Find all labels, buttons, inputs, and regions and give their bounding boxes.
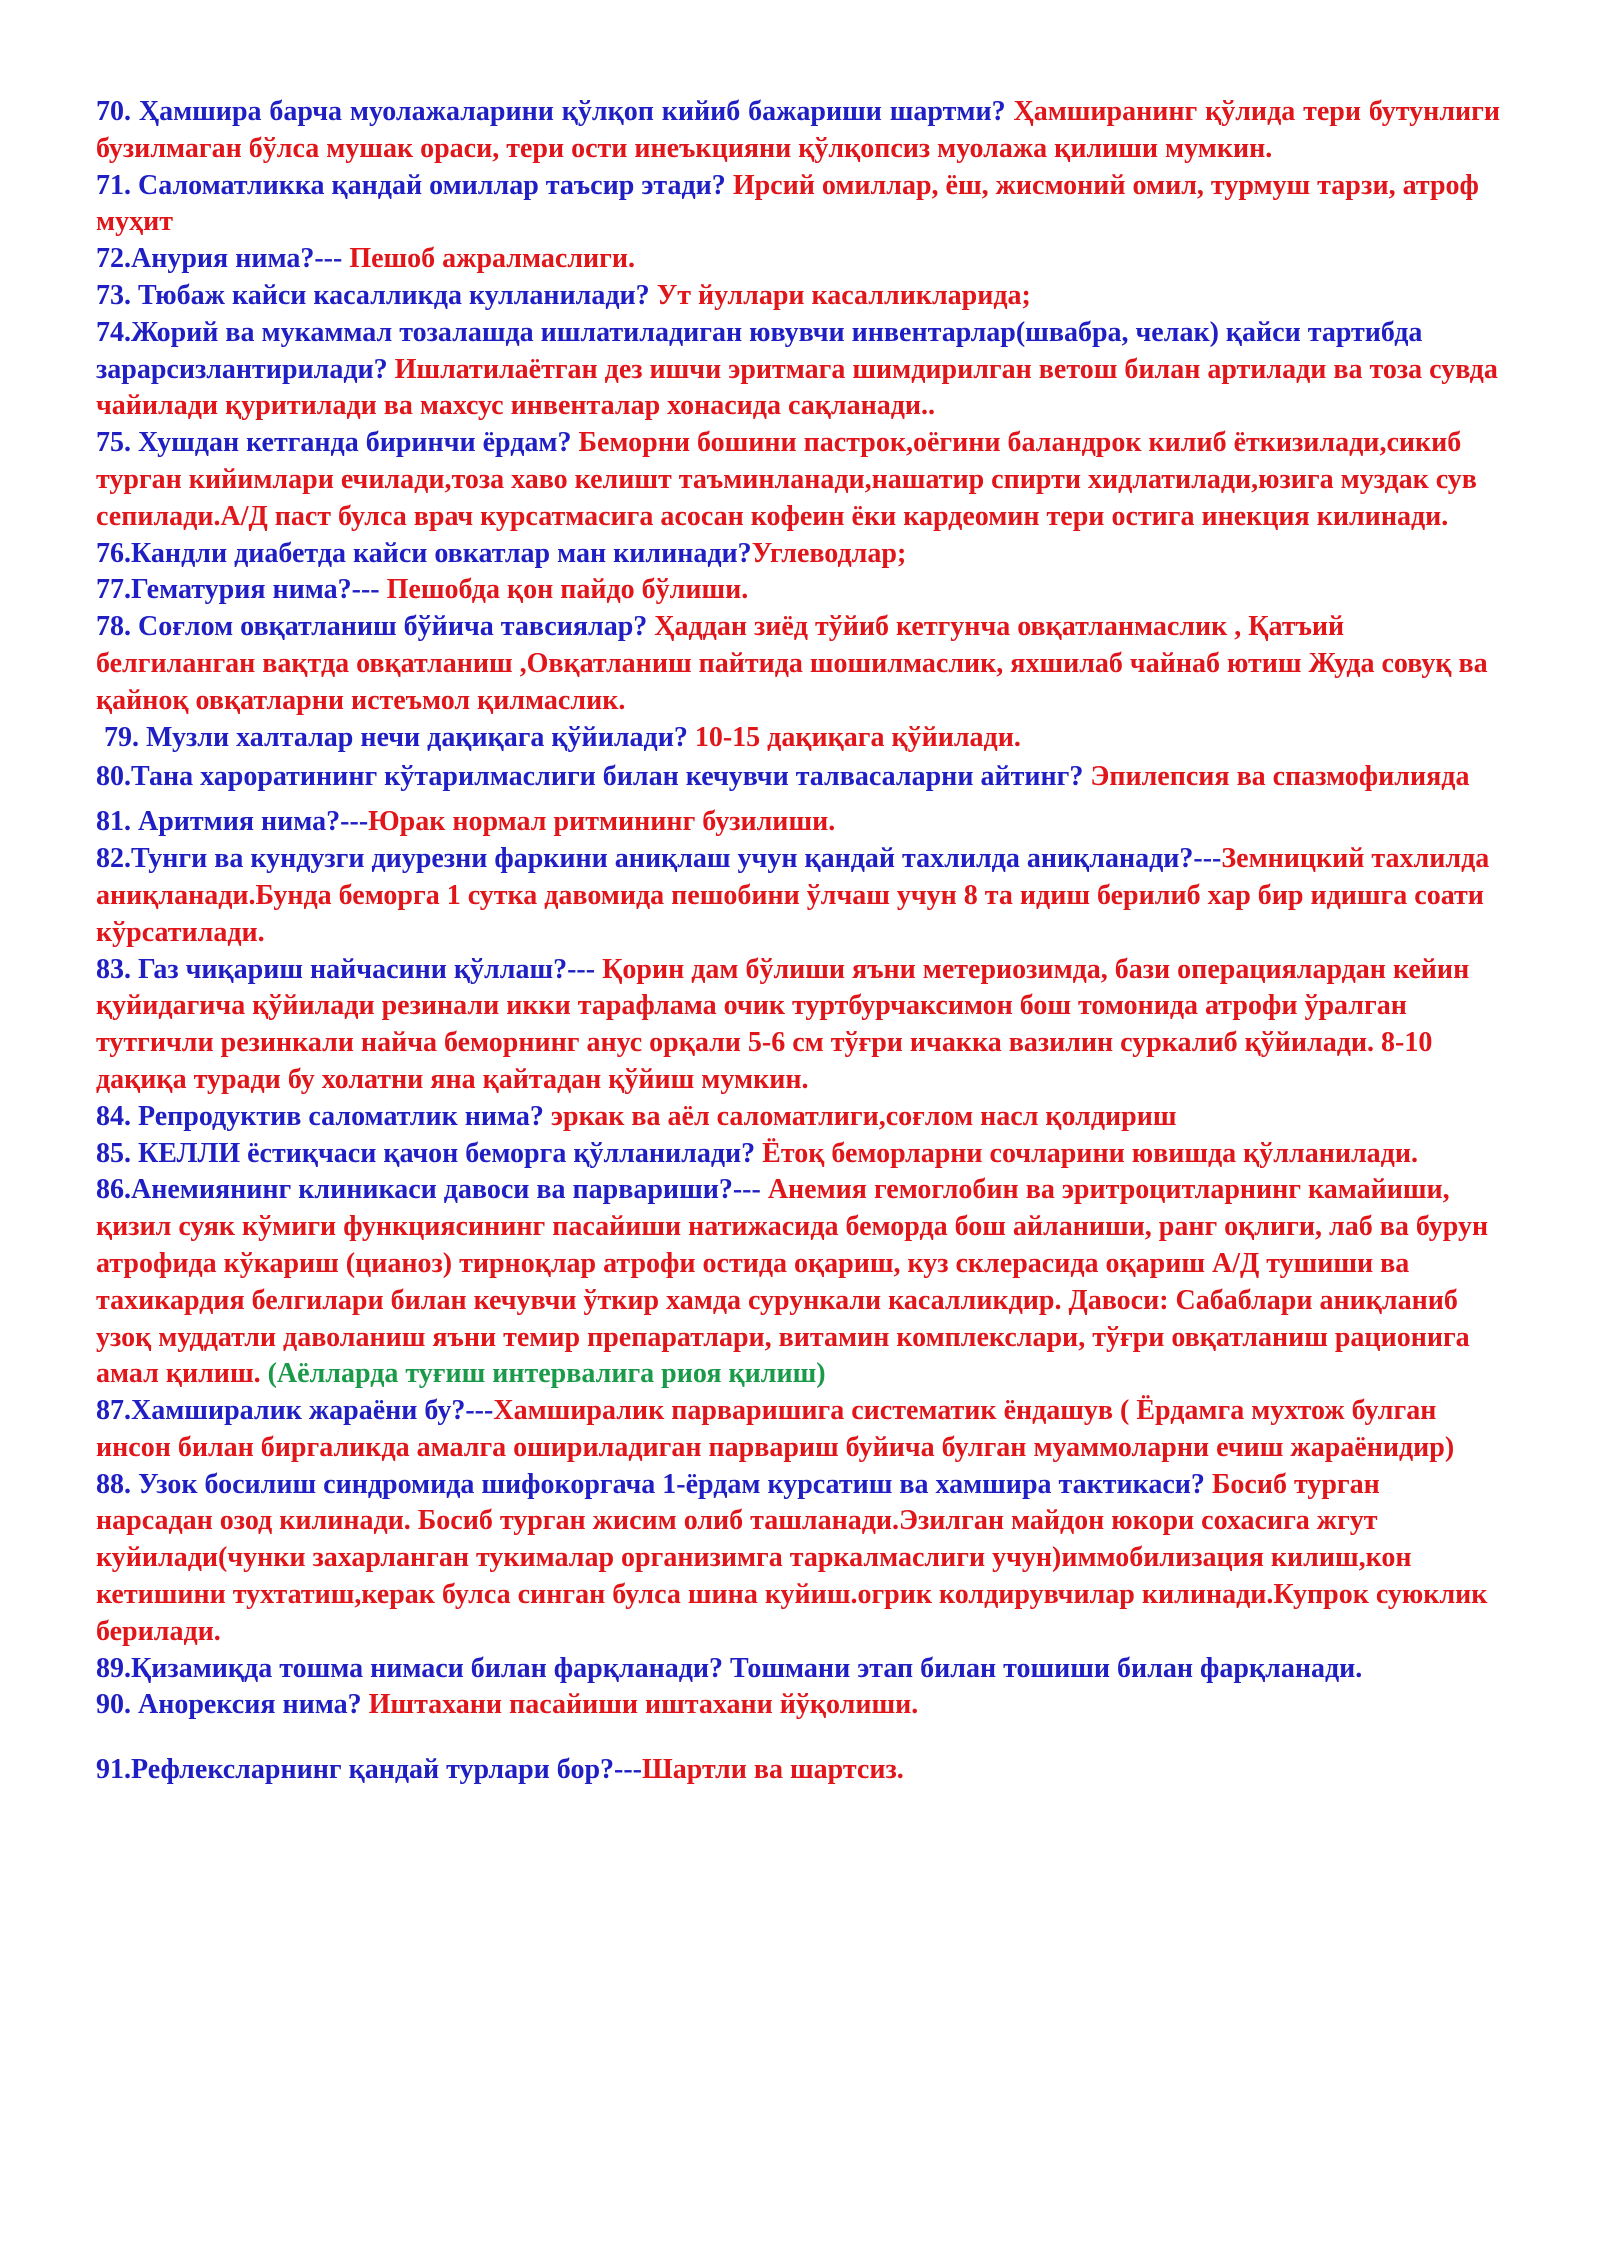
qa-item-81: [96, 804, 1500, 841]
qa-item-79: [96, 720, 1500, 757]
answer-91: Шартли ва шартсиз.: [642, 1754, 904, 1786]
question-89: 89.Қизамиқда тошма нимаси билан фарқланади? Тошмани этап билан тошиши билан фарқланади.: [96, 1652, 1363, 1684]
qa-item-73: [96, 278, 1500, 315]
question-77: 77.Гематурия нима?---: [96, 574, 387, 606]
qa-item-70: [96, 94, 1500, 168]
answer-81: Юрак нормал ритмининг бузилиши.: [368, 806, 836, 838]
answer-87: Хамширалик парваришига систематик ёндашув ( Ёрдамга мухтож булган инсон билан биргаликда амалга ошириладиган парвариш буйича булган муаммоларни ечиш жараёнидир): [96, 1395, 1455, 1463]
note-86: (Аёлларда туғиш интервалига риоя қилиш): [267, 1358, 826, 1390]
answer-84: эркак ва аёл саломатлиги,соғлом насл қолдириш: [550, 1100, 1177, 1132]
answer-75: Беморни бошини пастрок,оёгини баландрок килиб ёткизилади,сикиб турган кийимлари ечилади,тоза хаво келишт таъминланади,нашатир спирти хидлатилади,юзига муздак сув сепилади.А/Д паст булса врач курсатмасига асосан кофеин ёки кардеомин тери остига инекция килинади.: [96, 427, 1477, 532]
answer-70: Ҳамширанинг қўлида тери бутунлиги бузилмаган бўлса мушак ораси, тери ости инеъкцияни қўлқопсиз муолажа қилиши мумкин.: [96, 96, 1501, 164]
answer-77: Пешобда қон пайдо бўлиши.: [386, 574, 749, 606]
question-76: 76.Кандли диабетда кайси овкатлар ман килинади?: [96, 537, 752, 569]
question-84: 84. Репродуктив саломатлик нима?: [96, 1100, 551, 1132]
qa-item-78: [96, 609, 1500, 719]
qa-item-71: [96, 168, 1500, 242]
answer-79: 10-15 дақиқага қўйилади.: [694, 721, 1021, 753]
question-70: 70. Ҳамшира барча муолажаларини қўлқоп кийиб бажариши шартми?: [96, 96, 1014, 127]
answer-86: Анемия гемоглобин ва эритроцитларнинг камайиши, қизил суяк кўмиги функциясининг пасайиши натижасида беморда бош айланиши, ранг оқлиги, лаб ва бурун атрофида кўкариш (цианоз) тирноқлар атрофи остида оқариш, куз склерасида оқариш А/Д тушиши ва тахикардия белгилари билан кечувчи ўткир хамда сурункали касалликдир. Давоси: Сабаблари аниқланиб узоқ муддатли даволаниш яъни темир препаратлари, витамин комплекслари, тўғри овқатланиш рационига амал қилиш.: [96, 1174, 1489, 1390]
answer-82: Земницкий тахлилда аниқланади.Бунда беморга 1 сутка давомида пешобини ўлчаш учун 8 та идиш берилиб хар бир идишга соати кўрсатилади.: [96, 843, 1490, 948]
question-86: 86.Анемиянинг клиникаси давоси ва парвариши?---: [96, 1174, 768, 1206]
question-83: 83. Газ чиқариш найчасини қўллаш?---: [96, 953, 603, 985]
question-80: 80.Тана хароратининг кўтарилмаслиги билан кечувчи талвасаларни айтинг?: [96, 761, 1091, 793]
question-71: 71. Саломатликка қандай омиллар таъсир этади?: [96, 169, 733, 201]
answer-83: Қорин дам бўлиши яъни метериозимда, бази операциялардан кейин қуйидагича қўйилади резинали икки тарафлама очик туртбурчаксимон бош томонида атрофи ўралган тутгичли резинкали найча беморнинг анус орқали 5-6 см тўғри ичакка вазилин суркалиб қўйилади. 8-10 дақиқа туради бу холатни яна қайтадан қўйиш мумкин.: [96, 953, 1470, 1095]
answer-73: Ут йуллари касалликларида;: [656, 279, 1031, 311]
qa-document: [96, 94, 1500, 1789]
answer-78: Ҳаддан зиёд тўйиб кетгунча овқатланмаслик , Қатъий белгиланган вақтда овқатланиш ,Овқатланиш пайтида шошилмаслик, яхшилаб чайнаб ютиш Жуда совуқ ва қайноқ овқатларни истеъмол қилмаслик.: [96, 611, 1488, 716]
qa-item-80: [96, 756, 1500, 798]
qa-item-90: [96, 1687, 1500, 1724]
qa-item-77: [96, 572, 1500, 609]
question-74: 74.Жорий ва мукаммал тозалашда ишлатиладиган ювувчи инвентарлар(швабра, челак) қайси тартибда зарарсизлантирилади?: [96, 316, 1423, 385]
qa-item-87: [96, 1393, 1500, 1467]
question-78: 78. Соғлом овқатланиш бўйича тавсиялар?: [96, 611, 655, 643]
answer-88: Босиб турган нарсадан озод килинади. Босиб турган жисим олиб ташланади.Эзилган майдон юкори сохасига жгут куйилади(чунки захарланган тукималар организимга таркалмаслиги учун)иммобилизация килиш,кон кетишини тухтатиш,керак булса синган булса шина куйиш.огрик колдирувчилар килинади.Купрок суюклик берилади.: [96, 1468, 1488, 1647]
qa-item-82: [96, 841, 1500, 951]
qa-item-75: [96, 425, 1500, 535]
question-91: 91.Рефлексларнинг қандай турлари бор?---: [96, 1754, 642, 1786]
question-90: 90. Анорексия нима?: [96, 1689, 369, 1721]
qa-item-83: [96, 952, 1500, 1099]
qa-item-76: [96, 536, 1500, 573]
question-87: 87.Хамширалик жараёни бу?---: [96, 1395, 494, 1427]
question-82: 82.Тунги ва кундузги диурезни фаркини аниқлаш учун қандай тахлилда аниқланади?---: [96, 843, 1222, 875]
question-88: 88. Узок босилиш синдромида шифокоргача 1-ёрдам курсатиш ва хамшира тактикаси?: [96, 1468, 1212, 1500]
qa-item-74: [96, 315, 1500, 425]
answer-71: Ирсий омиллар, ёш, жисмоний омил, турмуш тарзи, атроф муҳит: [96, 169, 1479, 238]
answer-80: Эпилепсия ва спазмофилияда: [1090, 761, 1470, 793]
qa-item-91: [96, 1752, 1500, 1789]
qa-item-88: [96, 1467, 1500, 1651]
qa-item-89: [96, 1651, 1500, 1688]
question-79: 79. Музли халталар нечи дақиқага қўйилади?: [104, 721, 695, 753]
question-72: 72.Анурия нима?---: [96, 243, 350, 275]
qa-item-84: [96, 1099, 1500, 1136]
question-73: 73. Тюбаж кайси касалликда кулланилади?: [96, 279, 657, 311]
question-75: 75. Хушдан кетганда биринчи ёрдам?: [96, 427, 579, 459]
answer-90: Иштахани пасайиши иштахани йўқолиши.: [368, 1689, 919, 1721]
qa-item-86: [96, 1172, 1500, 1393]
question-81: 81. Аритмия нима?---: [96, 806, 369, 838]
answer-74: Ишлатилаётган дез ишчи эритмага шимдирилган ветош билан артилади ва тоза сувда чайилади қуритилади ва махсус инвенталар хонасида сақланади..: [96, 353, 1498, 422]
answer-85: Ётоқ беморларни сочларини ювишда қўлланилади.: [762, 1137, 1418, 1169]
qa-item-85: [96, 1136, 1500, 1173]
question-85: 85. КЕЛЛИ ёстиқчаси қачон беморга қўлланилади?: [96, 1137, 763, 1169]
qa-item-72: [96, 241, 1500, 278]
answer-76: Углеводлар;: [751, 537, 907, 569]
answer-72: Пешоб ажралмаслиги.: [349, 243, 636, 275]
